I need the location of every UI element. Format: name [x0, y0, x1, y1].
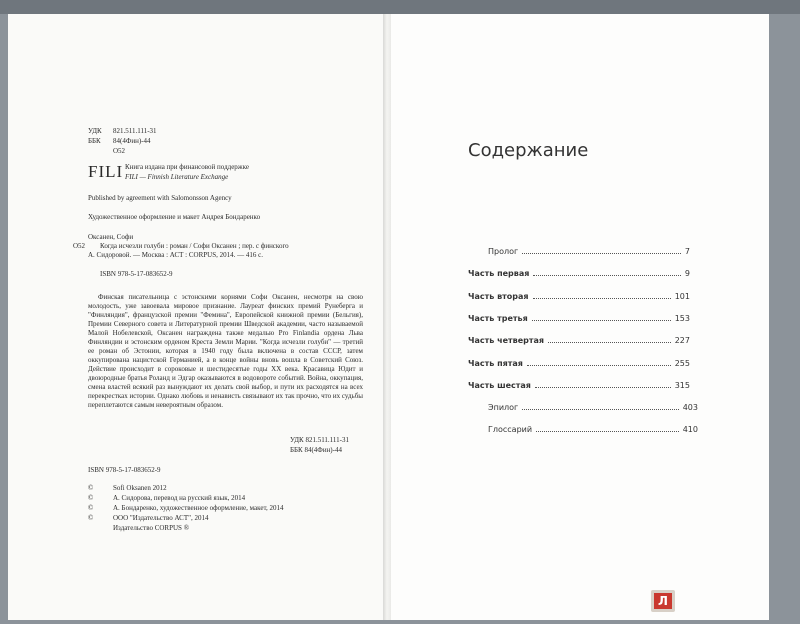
toc-entry-label: Часть первая [468, 269, 530, 279]
toc-entry-page: 101 [674, 291, 690, 301]
toc-entry-page: 403 [682, 403, 698, 413]
toc-entry-label: Часть третья [468, 313, 528, 323]
labirint-badge [651, 590, 675, 612]
copyright-line [88, 504, 283, 513]
toc-entry[interactable] [468, 292, 690, 301]
author-heading: Оксанен, Софи [88, 233, 134, 241]
toc-dot-leader [532, 320, 671, 321]
toc-entry-page: 255 [674, 358, 690, 368]
biblio-line-1: Когда исчезли голуби : роман / Софи Оксанен ; пер. с финского [100, 242, 289, 250]
toc-dot-leader [548, 342, 671, 343]
toc-title: Содержание [468, 140, 589, 161]
toc-entry-page: 9 [684, 269, 690, 279]
toc-entry[interactable] [488, 247, 690, 256]
biblio-code: О52 [73, 242, 86, 250]
biblio-line-2: А. Сидоровой. — Москва : АСТ : CORPUS, 2014. — 416 с. [88, 251, 263, 259]
toc-entry-page: 315 [674, 380, 690, 390]
toc-entry-label: Пролог [488, 247, 519, 256]
cover-top-band [0, 0, 800, 14]
annotation-text: Финская писательница с эстонскими корнями Софи Оксанен, несмотря на свою молодость, уже завоевала мировое признание. Лауреат финских премий Рунеберга и "Финляндия", французской премии "Фемина", Европейской книжной премии (Бельгия), Премии Северного совета и Литературной премии Шведской академии, часто называемой Малой Нобелевской, Оксанен награждена также медалью Pro Finlandia ордена Льва Финляндии и эстонским орденом Креста Земли Марии. "Когда исчезли голуби" — третий ее роман об Эстонии, которая в 1940 году была включена в состав СССР, затем оккупирована нацистской Германией, а в конце войны вновь вошла в Советский Союз. Действие происходит в сороковые и шестидесятые годы XX века. Красавица Юдит и двоюродные братья Роланд и Эдгар оказываются в водовороте событий. Война, оккупация, смена властей всякий раз вынуждают их делать свой выбор, и пути их расходятся на всех перекрестках истории. Однако любовь и ненависть связывают их так прочно, что их судьбы переплетаются самым невероятным образом. [88, 293, 363, 409]
isbn-bottom: ISBN 978-5-17-083652-9 [88, 466, 161, 474]
toc-entry-page: 227 [674, 336, 690, 346]
copyright-line [88, 494, 245, 503]
toc-entry-label: Часть пятая [468, 358, 523, 368]
toc-dot-leader [535, 387, 671, 388]
copyright-symbol: © [88, 484, 94, 492]
toc-entry-label: Эпилог [488, 403, 519, 413]
udk-label: УДК [88, 127, 102, 135]
fili-line-2: FILI — Finnish Literature Exchange [125, 173, 229, 181]
agreement-line: Published by agreement with Salomonsson Agency [88, 194, 232, 202]
bbk-label: ББК [88, 137, 101, 145]
toc-entry-label: Часть шестая [468, 380, 531, 390]
toc-entry[interactable] [468, 314, 690, 323]
toc-dot-leader [522, 253, 681, 254]
toc-entry-label: Глоссарий [488, 425, 533, 435]
copyright-text: ООО "Издательство АСТ", 2014 [113, 514, 209, 522]
toc-entry[interactable] [488, 403, 698, 412]
fili-logo: FILI [88, 162, 124, 181]
toc-entry[interactable] [468, 269, 690, 278]
copyright-text: Sofi Oksanen 2012 [113, 484, 167, 492]
toc-entry[interactable] [468, 381, 690, 390]
author-code: О52 [113, 147, 126, 155]
copyright-symbol: © [88, 504, 94, 512]
copyright-symbol: © [88, 494, 94, 502]
toc-entry-page: 410 [682, 425, 698, 435]
toc-entry-label: Часть вторая [468, 291, 529, 301]
right-page [391, 14, 769, 620]
toc-dot-leader [533, 275, 681, 276]
toc-entry-label: Часть четвертая [468, 336, 545, 346]
copyright-line [88, 514, 209, 523]
toc-entry[interactable] [488, 425, 698, 434]
udk-bottom: УДК 821.511.111-31 [290, 436, 349, 444]
copyright-line [88, 524, 189, 533]
toc-dot-leader [533, 298, 671, 299]
labirint-logo-icon: Л [654, 593, 672, 609]
toc-dot-leader [522, 409, 678, 410]
toc-entry-page: 7 [684, 247, 690, 256]
isbn-top: ISBN 978-5-17-083652-9 [100, 270, 173, 278]
toc-entry[interactable] [468, 359, 690, 368]
copyright-symbol: © [88, 514, 94, 522]
copyright-text: А. Сидорова, перевод на русский язык, 2014 [113, 494, 246, 502]
toc-dot-leader [527, 365, 671, 366]
design-credit: Художественное оформление и макет Андрея Бондаренко [88, 213, 261, 221]
toc-entry[interactable] [468, 336, 690, 345]
left-page [8, 14, 385, 620]
toc-dot-leader [536, 431, 679, 432]
copyright-line [88, 484, 167, 493]
bbk-value: 84(4Фин)-44 [113, 137, 151, 145]
bbk-bottom: ББК 84(4Фин)-44 [290, 446, 342, 454]
udk-value: 821.511.111-31 [113, 127, 157, 135]
toc-entry-page: 153 [674, 313, 690, 323]
fili-line-1: Книга издана при финансовой поддержке [125, 163, 249, 171]
copyright-text: А. Бондаренко, художественное оформление, макет, 2014 [113, 504, 284, 512]
copyright-text: Издательство CORPUS ® [113, 524, 190, 532]
